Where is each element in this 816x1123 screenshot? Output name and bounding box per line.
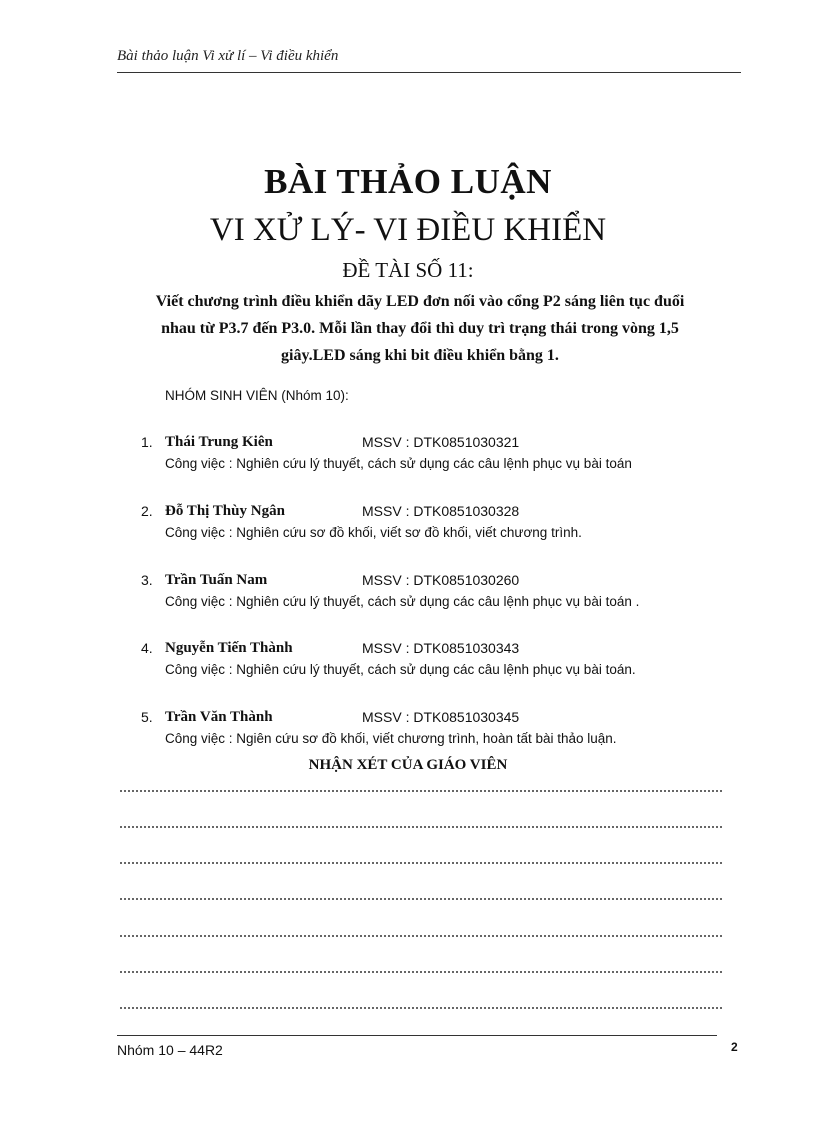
footer-divider	[117, 1035, 717, 1036]
member-id: MSSV : DTK0851030343	[362, 640, 520, 656]
comment-line	[120, 935, 722, 937]
member-name: Trần Văn Thành	[165, 709, 273, 725]
member-item	[141, 503, 761, 540]
header-divider	[117, 72, 741, 73]
member-name: Đỗ Thị Thùy Ngân	[165, 503, 285, 519]
member-task: Công việc : Nghiên cứu sơ đồ khối, viết sơ đồ khối, viết chương trình.	[165, 525, 582, 540]
member-item	[141, 572, 761, 609]
member-task: Công việc : Ngiên cứu sơ đồ khối, viết chương trình, hoàn tất bài thảo luận.	[165, 731, 617, 746]
member-task: Công việc : Nghiên cứu lý thuyết, cách sử dụng các câu lệnh phục vụ bài toán .	[165, 594, 640, 609]
member-task: Công việc : Nghiên cứu lý thuyết, cách sử dụng các câu lệnh phục vụ bài toán.	[165, 662, 636, 677]
member-task: Công việc : Nghiên cứu lý thuyết, cách sử dụng các câu lệnh phục vụ bài toán	[165, 456, 632, 471]
member-name: Trần Tuấn Nam	[165, 572, 268, 588]
member-id: MSSV : DTK0851030328	[362, 503, 520, 519]
header-text: Bài thảo luận Vi xử lí – Vi điều khiển	[117, 48, 339, 64]
group-label: NHÓM SINH VIÊN (Nhóm 10):	[165, 388, 349, 403]
topic-number: ĐỀ TÀI SỐ 11:	[342, 258, 474, 282]
topic-line: Viết chương trình điều khiển dãy LED đơn nối vào cổng P2 sáng liên tục đuổi	[155, 293, 685, 310]
footer-text: Nhóm 10 – 44R2	[117, 1042, 223, 1058]
member-name: Thái Trung Kiên	[165, 434, 273, 450]
member-name: Nguyễn Tiến Thành	[165, 640, 293, 656]
page-number: 2	[731, 1040, 738, 1054]
member-id: MSSV : DTK0851030345	[362, 709, 520, 725]
page-subtitle: VI XỬ LÝ- VI ĐIỀU KHIỂN	[209, 212, 607, 248]
member-id: MSSV : DTK0851030321	[362, 434, 520, 450]
member-item	[141, 434, 761, 471]
member-number: 5.	[141, 709, 153, 725]
topic-line: nhau từ P3.7 đến P3.0. Mỗi lần thay đổi thì duy trì trạng thái trong vòng 1,5	[161, 320, 679, 337]
comment-line	[120, 826, 722, 828]
page-title: BÀI THẢO LUẬN	[264, 162, 552, 201]
comment-line	[120, 898, 722, 900]
comment-line	[120, 1007, 722, 1009]
comment-line	[120, 971, 722, 973]
comment-line	[120, 790, 722, 792]
member-number: 3.	[141, 572, 153, 588]
member-number: 4.	[141, 640, 153, 656]
member-number: 1.	[141, 434, 153, 450]
member-item	[141, 640, 761, 677]
comment-line	[120, 862, 722, 864]
topic-description	[110, 288, 730, 369]
member-number: 2.	[141, 503, 153, 519]
topic-line: giây.LED sáng khi bit điều khiển bằng 1.	[281, 347, 559, 364]
member-id: MSSV : DTK0851030260	[362, 572, 520, 588]
member-item	[141, 709, 761, 746]
comment-heading: NHẬN XÉT CỦA GIÁO VIÊN	[308, 757, 508, 773]
